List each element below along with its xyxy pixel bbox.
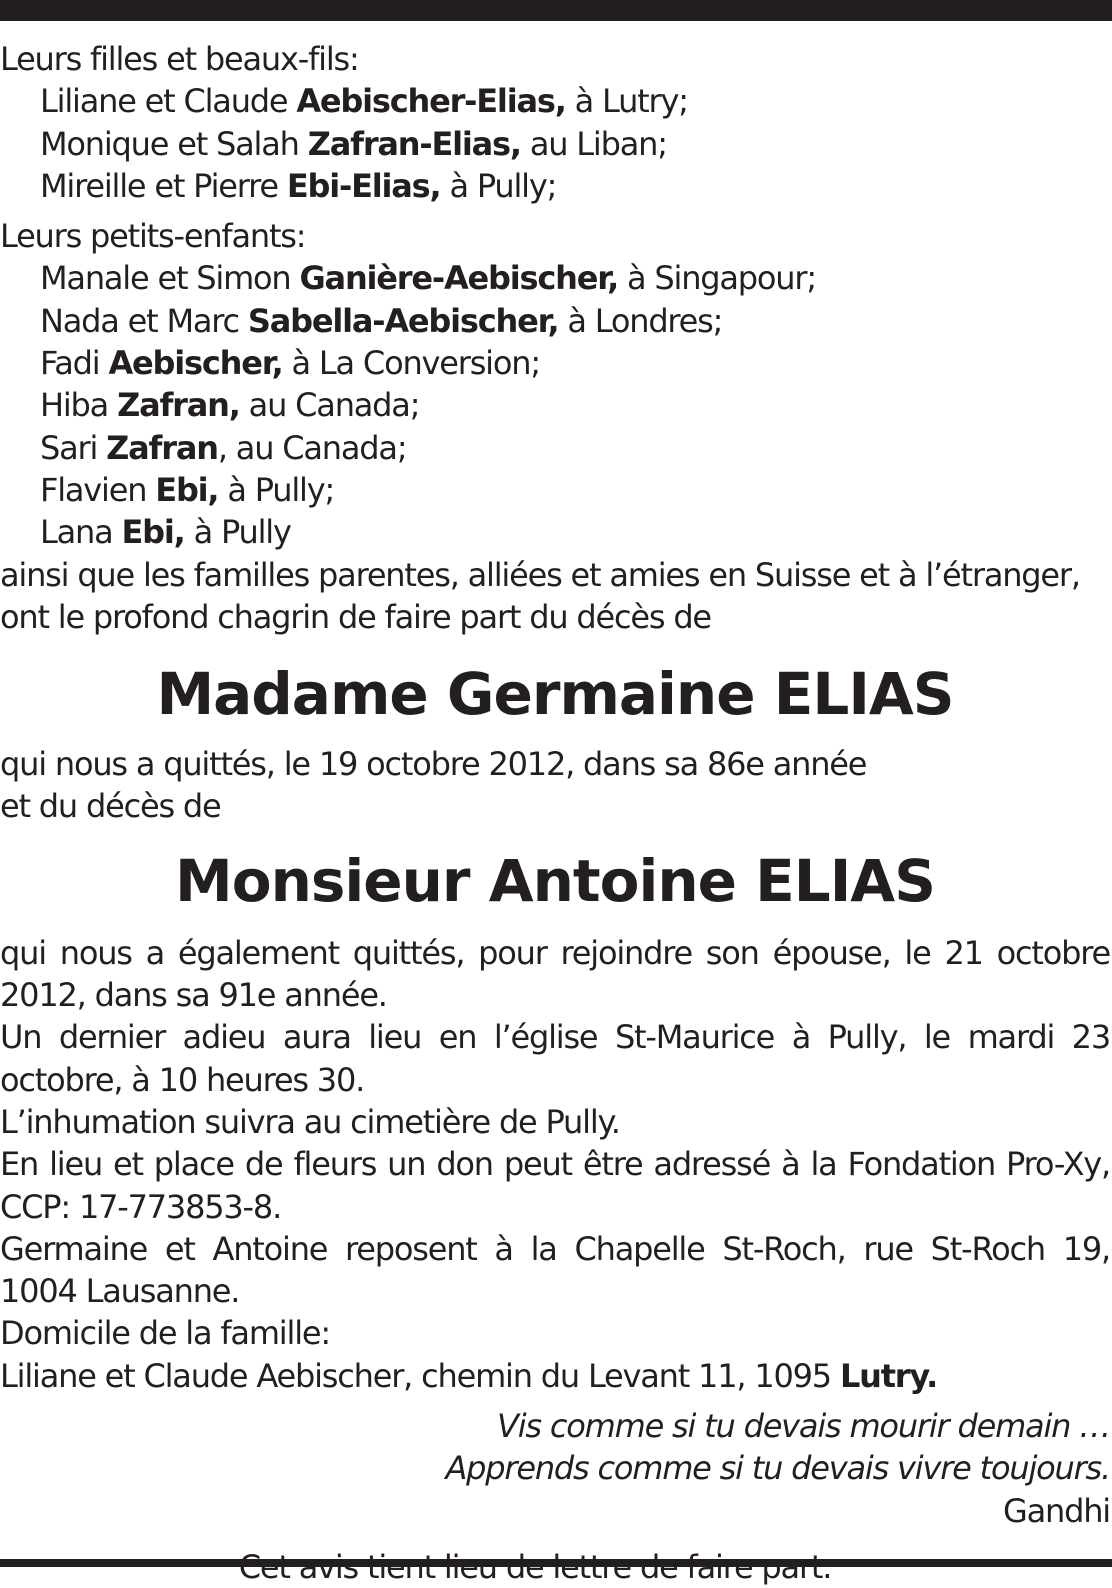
residence: à Pully; bbox=[440, 166, 557, 205]
connector-line: et du décès de bbox=[0, 787, 221, 826]
given-names: Monique et Salah bbox=[40, 124, 308, 163]
grandchildren-heading: Leurs petits-enfants: bbox=[0, 217, 306, 256]
family-entry bbox=[0, 80, 1110, 122]
surname: Zafran-Elias, bbox=[307, 124, 521, 163]
family-entry bbox=[0, 300, 1110, 342]
surname: Ganière-Aebischer, bbox=[299, 259, 619, 298]
obituary-notice bbox=[0, 38, 1110, 1588]
burial-line: L’inhumation suivra au cimetière de Pully. bbox=[0, 1102, 620, 1141]
address-text: Liliane et Claude Aebischer, chemin du Levant 11, 1095 bbox=[0, 1356, 840, 1395]
given-names: Flavien bbox=[40, 470, 156, 509]
surname: Ebi, bbox=[121, 513, 185, 552]
quote-author: Gandhi bbox=[1003, 1491, 1110, 1530]
surname: Aebischer-Elias, bbox=[296, 82, 566, 121]
residence: à Pully; bbox=[218, 470, 335, 509]
quote-line: Apprends comme si tu devais vivre toujours. bbox=[445, 1449, 1110, 1488]
announcement-line: ont le profond chagrin de faire part du décès de bbox=[0, 597, 711, 636]
surname: Ebi, bbox=[155, 470, 219, 509]
given-names: Hiba bbox=[40, 386, 118, 425]
surname: Ebi-Elias, bbox=[286, 166, 441, 205]
deceased-name-primary: Madame Germaine ELIAS bbox=[156, 660, 954, 729]
given-names: Manale et Simon bbox=[40, 259, 300, 298]
family-entry bbox=[0, 427, 1110, 469]
family-entry bbox=[0, 257, 1110, 299]
domicile-address bbox=[0, 1355, 1110, 1397]
surname: Sabella-Aebischer, bbox=[247, 301, 559, 340]
given-names: Lana bbox=[40, 513, 122, 552]
family-entry bbox=[0, 469, 1110, 511]
given-names: Mireille et Pierre bbox=[40, 166, 287, 205]
resting-place-line: 1004 Lausanne. bbox=[0, 1272, 240, 1311]
quote-line: Vis comme si tu devais mourir demain … bbox=[497, 1407, 1110, 1446]
family-entry bbox=[0, 165, 1110, 207]
families-line: ainsi que les familles parentes, alliées et amies en Suisse et à l’étranger, bbox=[0, 555, 1080, 594]
surname: Zafran, bbox=[117, 386, 240, 425]
residence: au Liban; bbox=[520, 124, 667, 163]
residence: au Canada; bbox=[239, 386, 420, 425]
address-city: Lutry. bbox=[839, 1356, 938, 1395]
residence: à Lutry; bbox=[565, 82, 688, 121]
residence: , au Canada; bbox=[217, 428, 407, 467]
resting-place-line: Germaine et Antoine reposent à la Chapelle St-Roch, rue St-Roch 19, bbox=[0, 1229, 1110, 1268]
deceased-detail-line: 2012, dans sa 91e année. bbox=[0, 976, 387, 1015]
deceased-detail-line: qui nous a également quittés, pour rejoindre son épouse, le 21 octobre bbox=[0, 933, 1110, 972]
residence: à Pully bbox=[184, 513, 291, 552]
deceased-name-secondary: Monsieur Antoine ELIAS bbox=[175, 846, 935, 915]
family-entry bbox=[0, 511, 1110, 553]
donation-account: CCP: 17-773853-8. bbox=[0, 1187, 282, 1226]
bottom-rule bbox=[0, 1559, 1112, 1567]
surname: Aebischer, bbox=[108, 344, 283, 383]
given-names: Fadi bbox=[40, 344, 109, 383]
surname: Zafran bbox=[106, 428, 218, 467]
family-entry bbox=[0, 123, 1110, 165]
residence: à La Conversion; bbox=[282, 344, 540, 383]
residence: à Singapour; bbox=[618, 259, 816, 298]
given-names: Sari bbox=[40, 428, 107, 467]
family-entry bbox=[0, 384, 1110, 426]
family-entry bbox=[0, 342, 1110, 384]
given-names: Nada et Marc bbox=[40, 301, 248, 340]
funeral-service-line: octobre, à 10 heures 30. bbox=[0, 1060, 365, 1099]
deceased-detail: qui nous a quittés, le 19 octobre 2012, dans sa 86e année bbox=[0, 745, 867, 784]
domicile-heading: Domicile de la famille: bbox=[0, 1314, 330, 1353]
funeral-service-line: Un dernier adieu aura lieu en l’église St-Maurice à Pully, le mardi 23 bbox=[0, 1018, 1110, 1057]
given-names: Liliane et Claude bbox=[40, 82, 297, 121]
residence: à Londres; bbox=[558, 301, 723, 340]
donation-line: En lieu et place de fleurs un don peut être adressé à la Fondation Pro-Xy, bbox=[0, 1145, 1110, 1184]
top-rule bbox=[0, 0, 1112, 21]
daughters-heading: Leurs filles et beaux-fils: bbox=[0, 40, 359, 78]
